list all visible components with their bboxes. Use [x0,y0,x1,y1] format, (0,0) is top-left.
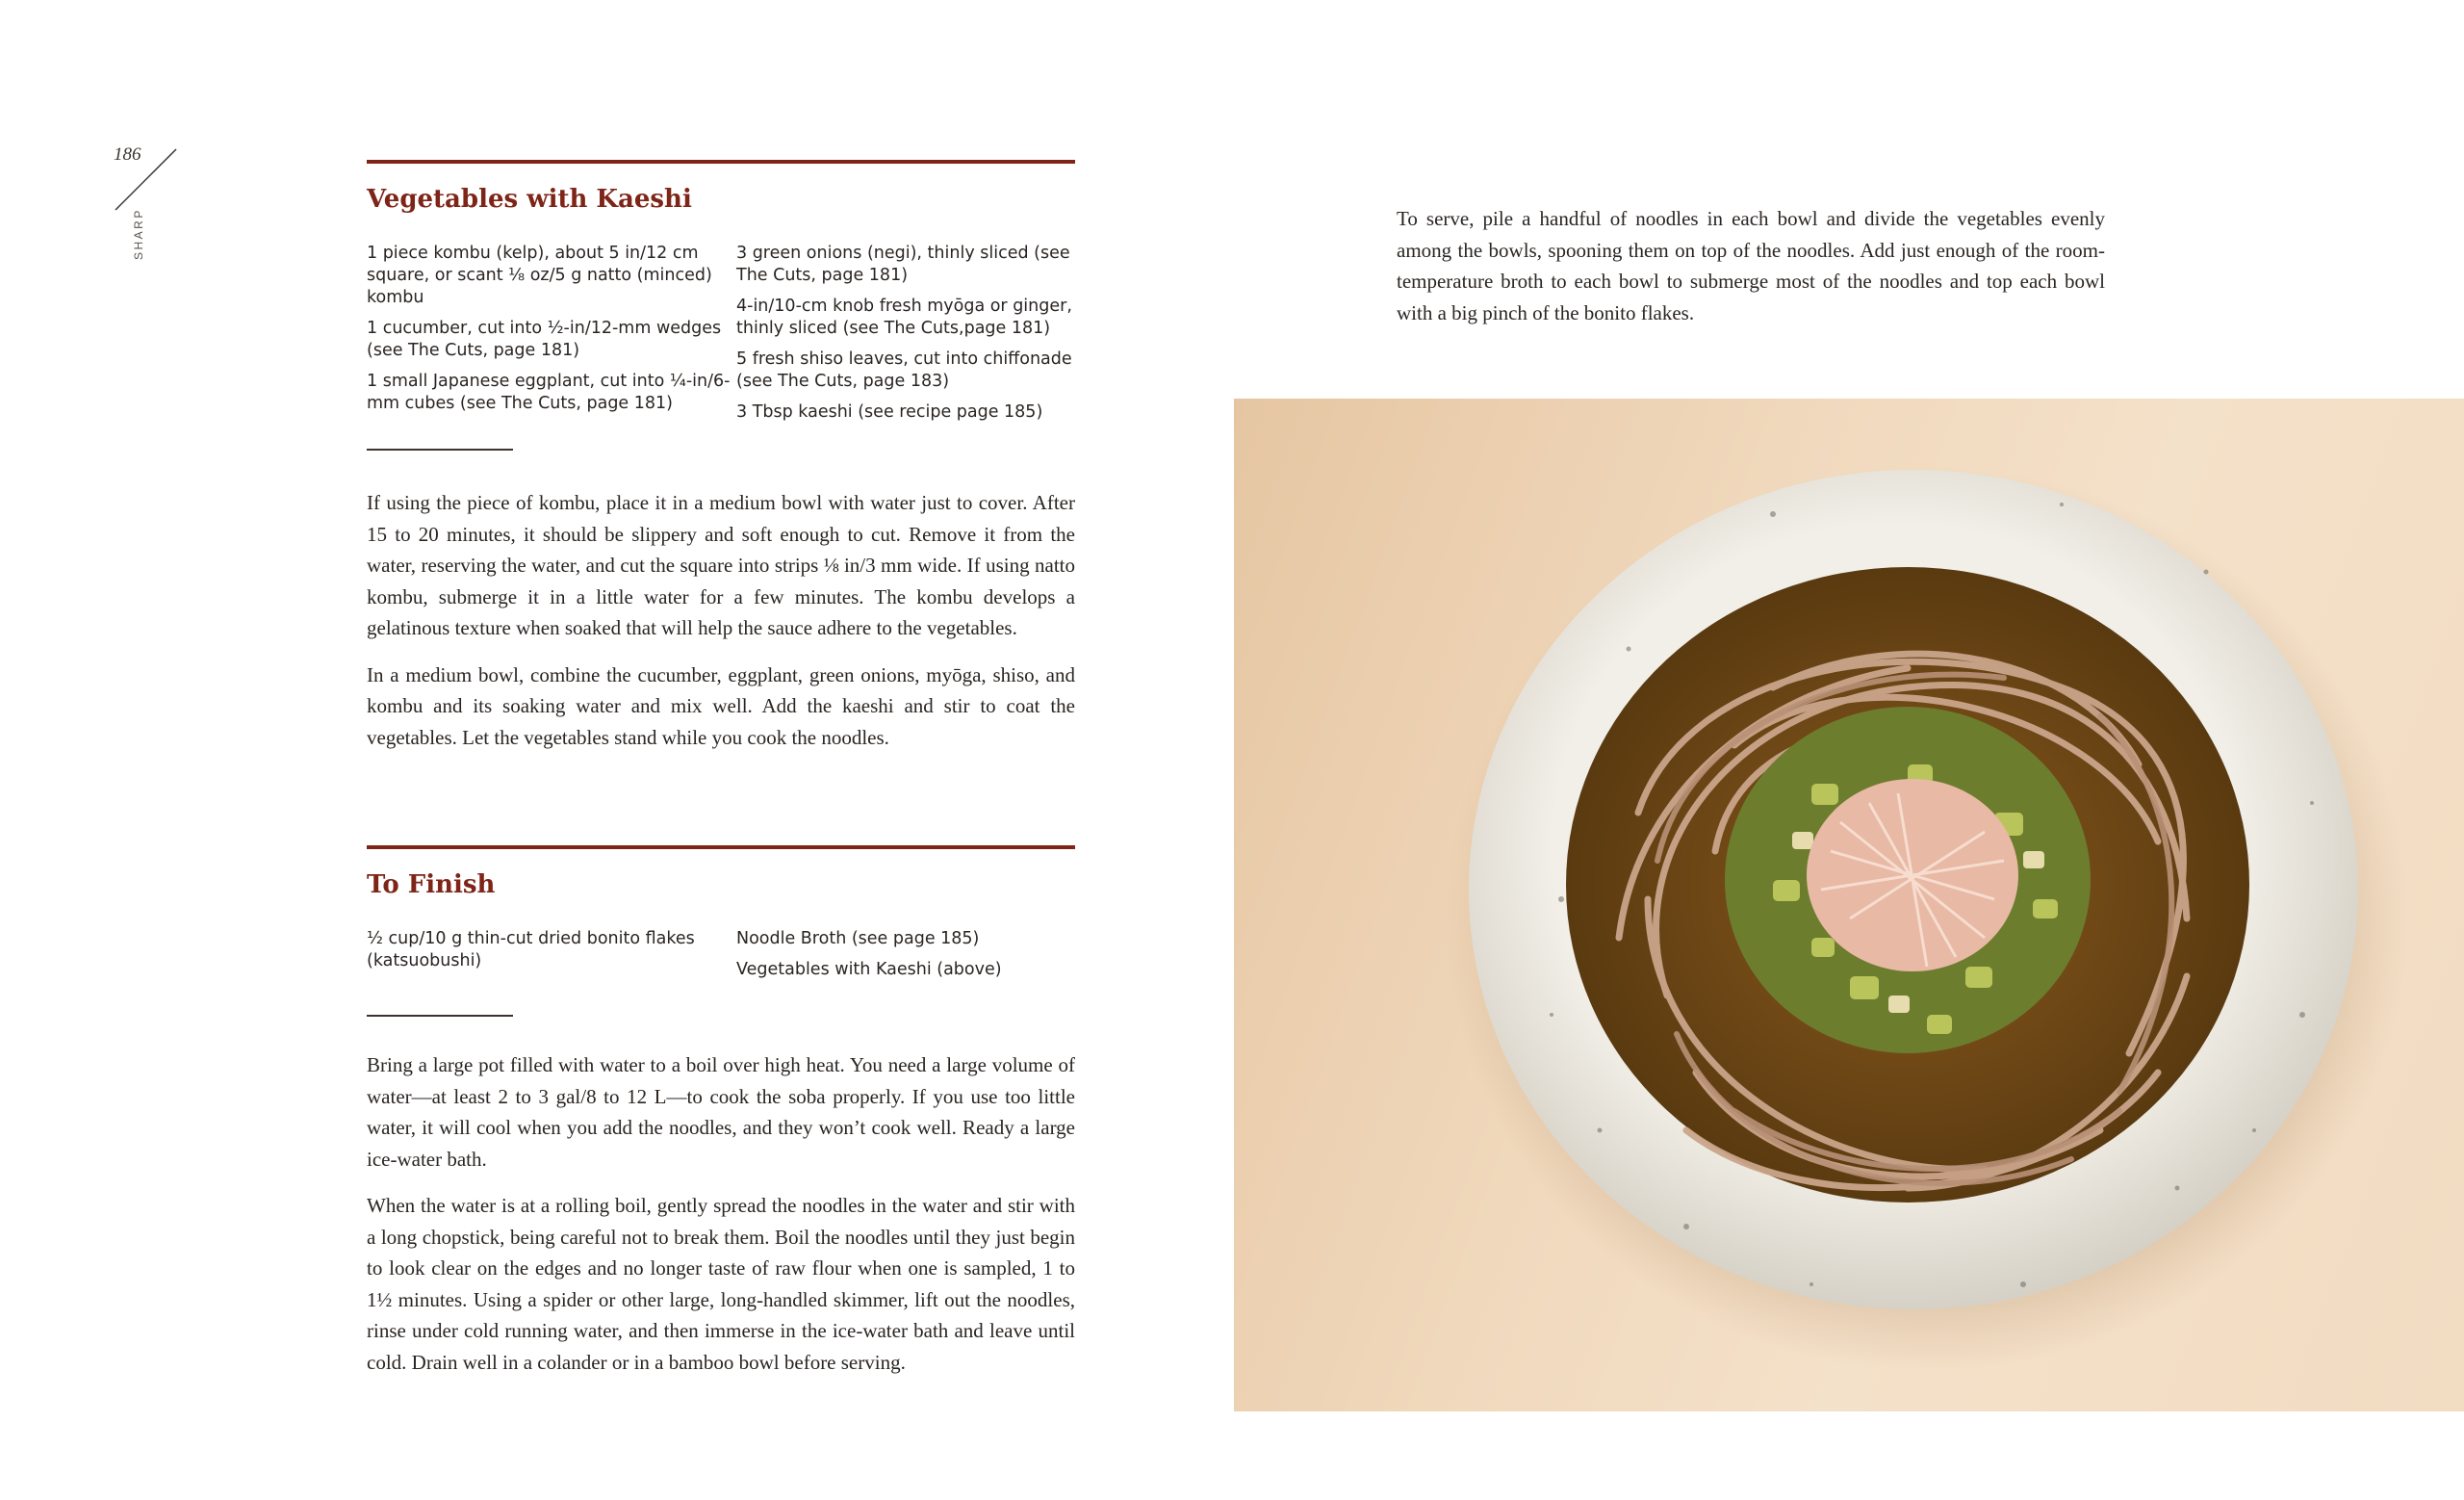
section-vegetables [367,160,1075,768]
ingredient-item: 1 small Japanese eggplant, cut into ¼-in/6-mm cubes (see The Cuts, page 181) [367,372,731,413]
method-paragraph: If using the piece of kombu, place it in a medium bowl with water just to cover. After 15 to 20 minutes, it should be slippery and soft enough to cut. Remove it from the water, reserving the water, and cut the square into strips ⅛ in/3 mm wide. If using natto kombu, submerge it in a little water for a few minutes. The kombu develops a gelatinous texture when soaked that will help the sauce adhere to the vegetables. [367,491,1075,639]
ingredient-item: 4-in/10-cm knob fresh myōga or ginger, thinly sliced (see The Cuts,page 181) [736,297,1072,338]
section-rule [367,160,1075,164]
ingredient-item: ½ cup/10 g thin-cut dried bonito flakes (katsuobushi) [367,929,695,970]
ingredient-item: 5 fresh shiso leaves, cut into chiffonade (see The Cuts, page 183) [736,349,1072,391]
section-title: Vegetables with Kaeshi [367,185,692,214]
ingredients-divider [367,449,513,451]
ingredient-item: 3 Tbsp kaeshi (see recipe page 185) [736,402,1043,422]
ingredients-column-right [736,928,1075,990]
section-to-finish [367,845,1075,1393]
ingredient-item: Noodle Broth (see page 185) [736,929,980,948]
serving-instructions: To serve, pile a handful of noodles in each bowl and divide the vegetables evenly among the bowls, spooning them on top of the noodles. Add just enough of the room-temperature broth to each bowl to submerge most of the noodles and top each bowl with a big pinch of the bonito flakes. [1397,207,2105,324]
page-number: 186 [114,144,141,165]
ingredient-item: 1 piece kombu (kelp), about 5 in/12 cm square, or scant ⅛ oz/5 g natto (minced) kombu [367,244,712,307]
soba-bowl-illustration [1234,399,2464,1411]
ingredients-divider [367,1015,513,1017]
section-rule [367,845,1075,849]
ingredients-list [367,243,1075,432]
ingredients-column-left [367,243,736,432]
method-paragraph: Bring a large pot filled with water to a boil over high heat. You need a large volume of water—at least 2 to 3 gal/8 to 12 L—to cook the soba properly. If you use too little water, it will cool when you add the noodles, and they won’t cook well. Ready a large ice-water bath. [367,1053,1075,1171]
method-paragraph: When the water is at a rolling boil, gently spread the noodles in the water and stir with a long chopstick, being careful not to break them. Boil the noodles until they just begin to look clear on the edges and no longer taste of raw flour when one is sampled, 1 to 1½ minutes. Using a spider or other large, long-handled skimmer, lift out the noodles, rinse under cold running water, and then immerse in the ice-water bath and leave until cold. Drain well in a colander or in a bamboo bowl before serving. [367,1194,1075,1374]
running-head: SHARP [132,208,145,260]
ingredients-column-left [367,928,736,990]
method-paragraph: In a medium bowl, combine the cucumber, eggplant, green onions, myōga, shiso, and kombu and its soaking water and mix well. Add the kaeshi and stir to coat the vegetables. Let the vegetables stand while you cook the noodles. [367,662,1075,749]
ingredient-item: Vegetables with Kaeshi (above) [736,960,1002,979]
folio-slash [104,144,191,212]
ingredients-list [367,928,1075,990]
ingredient-item: 1 cucumber, cut into ½-in/12-mm wedges (see The Cuts, page 181) [367,319,722,360]
section-title: To Finish [367,870,496,899]
ingredient-item: 3 green onions (negi), thinly sliced (see The Cuts, page 181) [736,244,1070,285]
soba-bowl-photo [1234,399,2464,1411]
ingredients-column-right [736,243,1075,432]
